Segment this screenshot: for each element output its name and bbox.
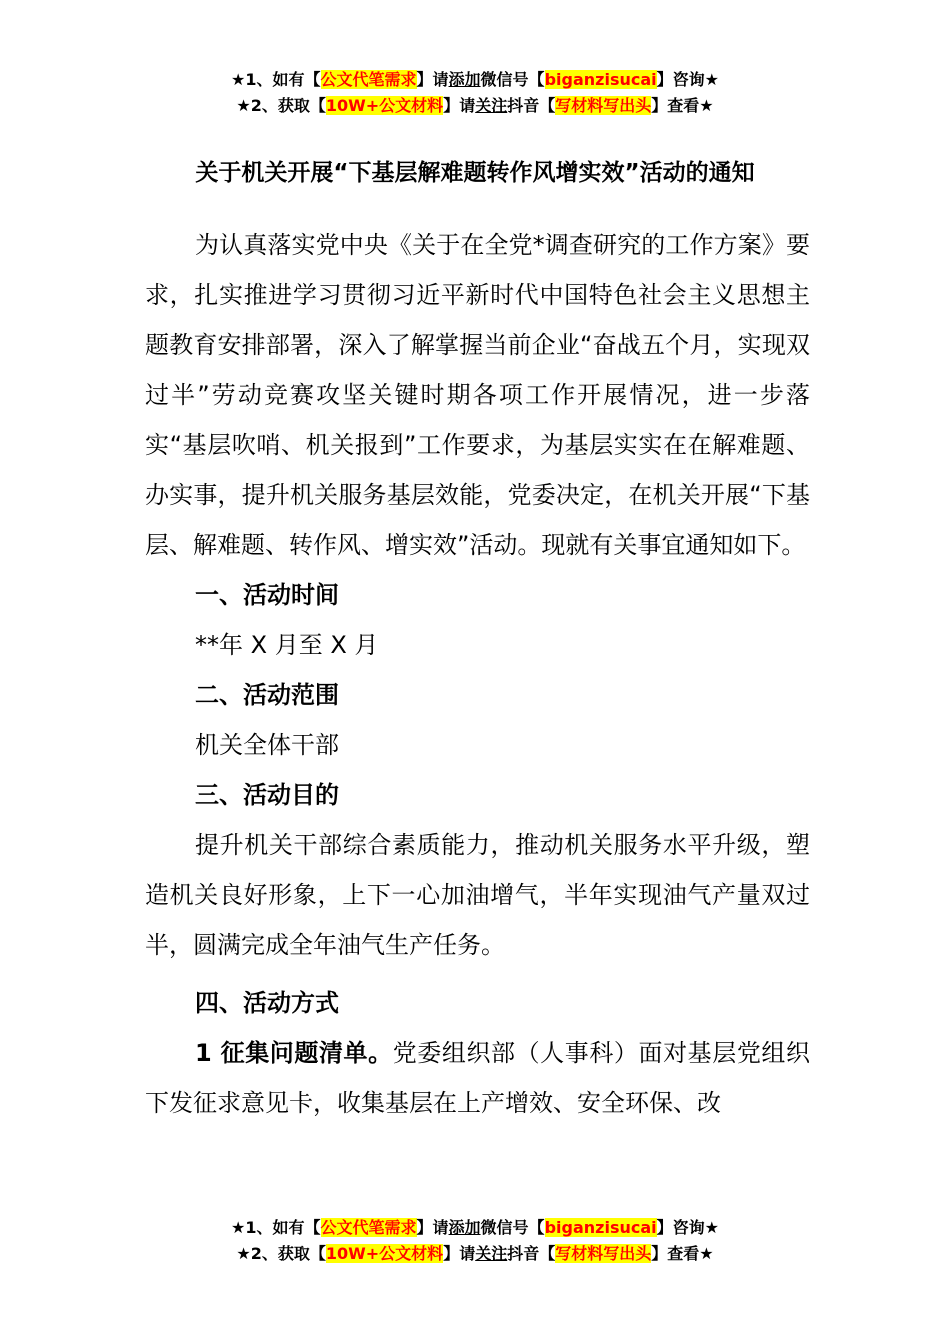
star-icon: ★ [231, 70, 246, 89]
star-icon: ★ [699, 96, 714, 115]
highlight-materials: 10W+公文材料 [325, 96, 444, 115]
document-body [145, 220, 810, 1128]
highlight-wechat-id: biganzisucai [544, 70, 657, 89]
document-title: 关于机关开展“下基层解难题转作风增实效”活动的通知 [195, 160, 755, 186]
highlight-service: 公文代笔需求 [320, 1218, 417, 1237]
item-text: 党委组织部（人事科）面对基层党组织下发征求意见卡，收集基层在上产增效、安全环保、改 [145, 1039, 810, 1117]
star-icon: ★ [699, 1244, 714, 1263]
highlight-wechat-id: biganzisucai [544, 1218, 657, 1237]
promo-line-1: ★1、如有【公文代笔需求】请添加微信号【biganzisucai】咨询★ [231, 70, 719, 89]
promo-line-2: ★2、获取【10W+公文材料】请关注抖音【写材料写出头】查看★ [236, 1244, 714, 1263]
star-icon: ★ [704, 70, 719, 89]
highlight-douyin: 写材料写出头 [555, 1244, 652, 1263]
promo-banner-top [0, 67, 950, 119]
section-text: 提升机关干部综合素质能力，推动机关服务水平升级，塑造机关良好形象，上下一心加油增气，半年实现油气产量双过半，圆满完成全年油气生产任务。 [145, 831, 810, 959]
intro-paragraph: 为认真落实党中央《关于在全党*调查研究的工作方案》要求，扎实推进学习贯彻习近平新时代中国特色社会主义思想主题教育安排部署，深入了解掌握当前企业“奋战五个月，实现双过半”劳动竞赛攻坚关键时期各项工作开展情况，进一步落实“基层吹哨、机关报到”工作要求，为基层实实在在解难题、办实事，提升机关服务基层效能，党委决定，在机关开展“下基层、解难题、转作风、增实效”活动。现就有关事宜通知如下。 [145, 231, 810, 559]
section-heading: 一、活动时间 [195, 581, 339, 609]
section-text: 机关全体干部 [195, 731, 339, 759]
section-heading: 三、活动目的 [195, 781, 339, 809]
star-icon: ★ [236, 1244, 251, 1263]
star-icon: ★ [704, 1218, 719, 1237]
section-heading: 四、活动方式 [195, 989, 339, 1017]
section-heading: 二、活动范围 [195, 681, 339, 709]
item-lead: 1 征集问题清单。 [195, 1039, 393, 1067]
star-icon: ★ [231, 1218, 246, 1237]
promo-banner-bottom [0, 1215, 950, 1267]
highlight-douyin: 写材料写出头 [555, 96, 652, 115]
item-paragraph [145, 1028, 810, 1128]
promo-line-2: ★2、获取【10W+公文材料】请关注抖音【写材料写出头】查看★ [236, 96, 714, 115]
highlight-service: 公文代笔需求 [320, 70, 417, 89]
highlight-materials: 10W+公文材料 [325, 1244, 444, 1263]
promo-line-1: ★1、如有【公文代笔需求】请添加微信号【biganzisucai】咨询★ [231, 1218, 719, 1237]
section-text: **年 X 月至 X 月 [195, 631, 379, 659]
star-icon: ★ [236, 96, 251, 115]
